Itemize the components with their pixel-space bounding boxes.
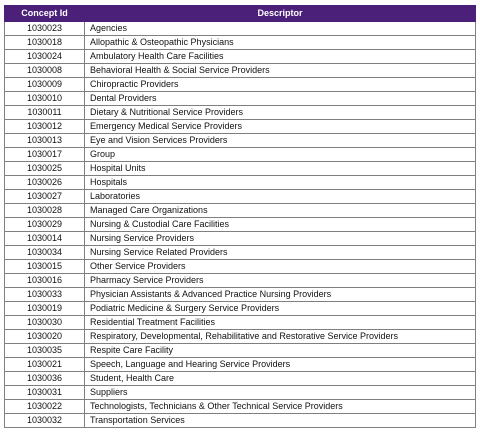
table-header-row [5, 6, 476, 22]
concept-id-cell: 1030008 [5, 64, 85, 78]
concept-table [4, 5, 476, 428]
table-row [5, 204, 476, 218]
concept-id-cell: 1030017 [5, 148, 85, 162]
table-row [5, 64, 476, 78]
descriptor-cell: Chiropractic Providers [85, 78, 476, 92]
table-row [5, 36, 476, 50]
table-row [5, 22, 476, 36]
table-row [5, 288, 476, 302]
descriptor-cell: Group [85, 148, 476, 162]
descriptor-cell: Hospital Units [85, 162, 476, 176]
concept-id-cell: 1030034 [5, 246, 85, 260]
descriptor-cell: Managed Care Organizations [85, 204, 476, 218]
descriptor-cell: Nursing & Custodial Care Facilities [85, 218, 476, 232]
descriptor-cell: Nursing Service Providers [85, 232, 476, 246]
descriptor-cell: Speech, Language and Hearing Service Providers [85, 358, 476, 372]
concept-id-cell: 1030010 [5, 92, 85, 106]
concept-id-cell: 1030016 [5, 274, 85, 288]
concept-id-cell: 1030022 [5, 400, 85, 414]
descriptor-cell: Hospitals [85, 176, 476, 190]
table-row [5, 78, 476, 92]
concept-id-cell: 1030029 [5, 218, 85, 232]
table-row [5, 260, 476, 274]
table-row [5, 134, 476, 148]
concept-id-cell: 1030025 [5, 162, 85, 176]
descriptor-cell: Technologists, Technicians & Other Technical Service Providers [85, 400, 476, 414]
table-row [5, 344, 476, 358]
descriptor-cell: Ambulatory Health Care Facilities [85, 50, 476, 64]
concept-id-cell: 1030023 [5, 22, 85, 36]
descriptor-cell: Physician Assistants & Advanced Practice Nursing Providers [85, 288, 476, 302]
table-row [5, 162, 476, 176]
table-row [5, 92, 476, 106]
table-row [5, 190, 476, 204]
table-row [5, 372, 476, 386]
table-row [5, 120, 476, 134]
concept-id-cell: 1030033 [5, 288, 85, 302]
concept-id-cell: 1030011 [5, 106, 85, 120]
descriptor-cell: Emergency Medical Service Providers [85, 120, 476, 134]
concept-id-cell: 1030014 [5, 232, 85, 246]
descriptor-cell: Podiatric Medicine & Surgery Service Providers [85, 302, 476, 316]
concept-id-cell: 1030026 [5, 176, 85, 190]
descriptor-cell: Agencies [85, 22, 476, 36]
concept-id-cell: 1030013 [5, 134, 85, 148]
table-row [5, 316, 476, 330]
descriptor-cell: Respiratory, Developmental, Rehabilitative and Restorative Service Providers [85, 330, 476, 344]
table-row [5, 232, 476, 246]
concept-id-cell: 1030012 [5, 120, 85, 134]
concept-id-cell: 1030032 [5, 414, 85, 428]
table-row [5, 400, 476, 414]
table-row [5, 274, 476, 288]
table-row [5, 218, 476, 232]
concept-id-cell: 1030031 [5, 386, 85, 400]
descriptor-cell: Residential Treatment Facilities [85, 316, 476, 330]
table-row [5, 246, 476, 260]
concept-table-container [4, 5, 475, 428]
concept-id-cell: 1030021 [5, 358, 85, 372]
column-header-descriptor: Descriptor [85, 6, 476, 22]
concept-id-cell: 1030019 [5, 302, 85, 316]
concept-id-cell: 1030036 [5, 372, 85, 386]
concept-id-cell: 1030027 [5, 190, 85, 204]
descriptor-cell: Behavioral Health & Social Service Providers [85, 64, 476, 78]
concept-id-cell: 1030009 [5, 78, 85, 92]
table-row [5, 148, 476, 162]
concept-id-cell: 1030024 [5, 50, 85, 64]
table-row [5, 302, 476, 316]
concept-id-cell: 1030035 [5, 344, 85, 358]
descriptor-cell: Pharmacy Service Providers [85, 274, 476, 288]
descriptor-cell: Respite Care Facility [85, 344, 476, 358]
table-row [5, 106, 476, 120]
table-row [5, 358, 476, 372]
column-header-concept-id: Concept Id [5, 6, 85, 22]
concept-id-cell: 1030018 [5, 36, 85, 50]
concept-id-cell: 1030015 [5, 260, 85, 274]
descriptor-cell: Laboratories [85, 190, 476, 204]
table-row [5, 50, 476, 64]
concept-id-cell: 1030020 [5, 330, 85, 344]
concept-id-cell: 1030028 [5, 204, 85, 218]
descriptor-cell: Allopathic & Osteopathic Physicians [85, 36, 476, 50]
concept-id-cell: 1030030 [5, 316, 85, 330]
descriptor-cell: Dietary & Nutritional Service Providers [85, 106, 476, 120]
descriptor-cell: Suppliers [85, 386, 476, 400]
descriptor-cell: Other Service Providers [85, 260, 476, 274]
table-row [5, 330, 476, 344]
descriptor-cell: Nursing Service Related Providers [85, 246, 476, 260]
table-row [5, 386, 476, 400]
descriptor-cell: Transportation Services [85, 414, 476, 428]
table-row [5, 414, 476, 428]
table-row [5, 176, 476, 190]
descriptor-cell: Eye and Vision Services Providers [85, 134, 476, 148]
descriptor-cell: Dental Providers [85, 92, 476, 106]
descriptor-cell: Student, Health Care [85, 372, 476, 386]
table-body [5, 22, 476, 428]
